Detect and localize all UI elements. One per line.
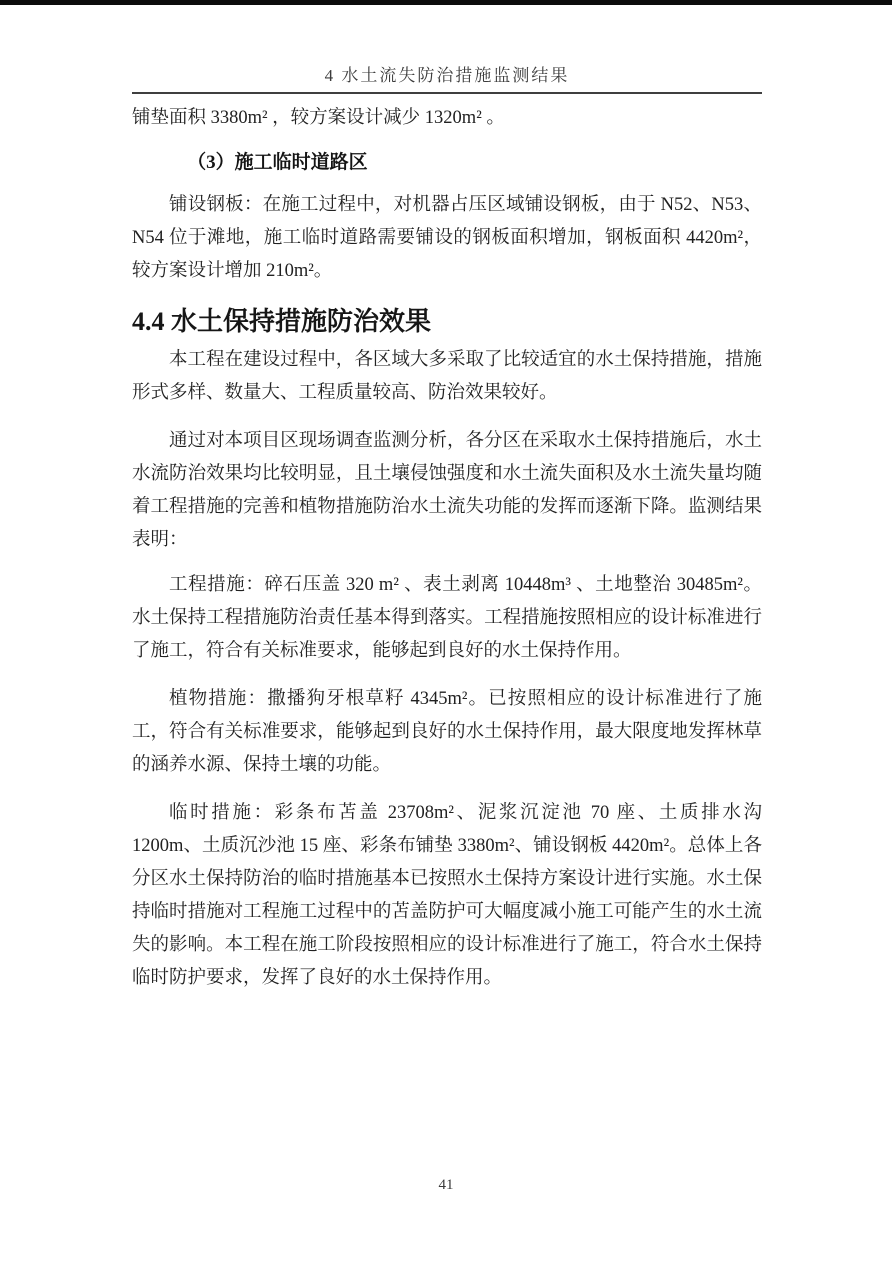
paragraph-engineering-measures: 工程措施：碎石压盖 320 m² 、表土剥离 10448m³ 、土地整治 30485m²。水土保持工程措施防治责任基本得到落实。工程措施按照相应的设计标准进行了施工，符合有关标准要求，能够起到良好的水土保持作用。 [132, 575, 762, 661]
paragraph-overview: 本工程在建设过程中，各区域大多采取了比较适宜的水土保持措施，措施形式多样、数量大、工程质量较高、防治效果较好。 [132, 350, 762, 403]
scan-artifact-top-bar [0, 0, 892, 5]
section-heading-4-4: 4.4 水土保持措施防治效果 [132, 307, 432, 336]
paragraph-temporary-measures: 临时措施：彩条布苫盖 23708m²、泥浆沉淀池 70 座、土质排水沟 1200m、土质沉沙池 15 座、彩条布铺垫 3380m²、铺设钢板 4420m²。总体上各分区水土保持防治的临时措施基本已按照水土保持方案设计进行实施。水土保持临时措施对工程施工过程中的苫盖防护可大幅度减小施工可能产生的水土流失的影响。本工程在施工阶段按照相应的设计标准进行了施工，符合水土保持临时防护要求，发挥了良好的水土保持作用。 [132, 803, 762, 988]
paragraph-monitoring-analysis: 通过对本项目区现场调查监测分析，各分区在采取水土保持措施后，水土水流防治效果均比较明显，且土壤侵蚀强度和水土流失面积及水土流失量均随着工程措施的完善和植物措施防治水土流失功能的发挥而逐渐下降。监测结果表明： [132, 431, 762, 550]
subheading-construction-temporary-road-area: （3）施工临时道路区 [187, 152, 368, 173]
paragraph-steel-plates: 铺设钢板：在施工过程中，对机器占压区域铺设钢板，由于 N52、N53、N54 位于滩地，施工临时道路需要铺设的钢板面积增加，钢板面积 4420m²，较方案设计增加 210m²。 [132, 195, 762, 281]
document-page [132, 65, 762, 995]
page-number: 41 [438, 1177, 454, 1193]
running-header: 4 水土流失防治措施监测结果 [132, 65, 762, 94]
paragraph-plant-measures: 植物措施：撒播狗牙根草籽 4345m²。已按照相应的设计标准进行了施工，符合有关标准要求，能够起到良好的水土保持作用，最大限度地发挥林草的涵养水源、保持土壤的功能。 [132, 689, 762, 775]
paragraph-continuation: 铺垫面积 3380m² ，较方案设计减少 1320m² 。 [132, 108, 505, 128]
